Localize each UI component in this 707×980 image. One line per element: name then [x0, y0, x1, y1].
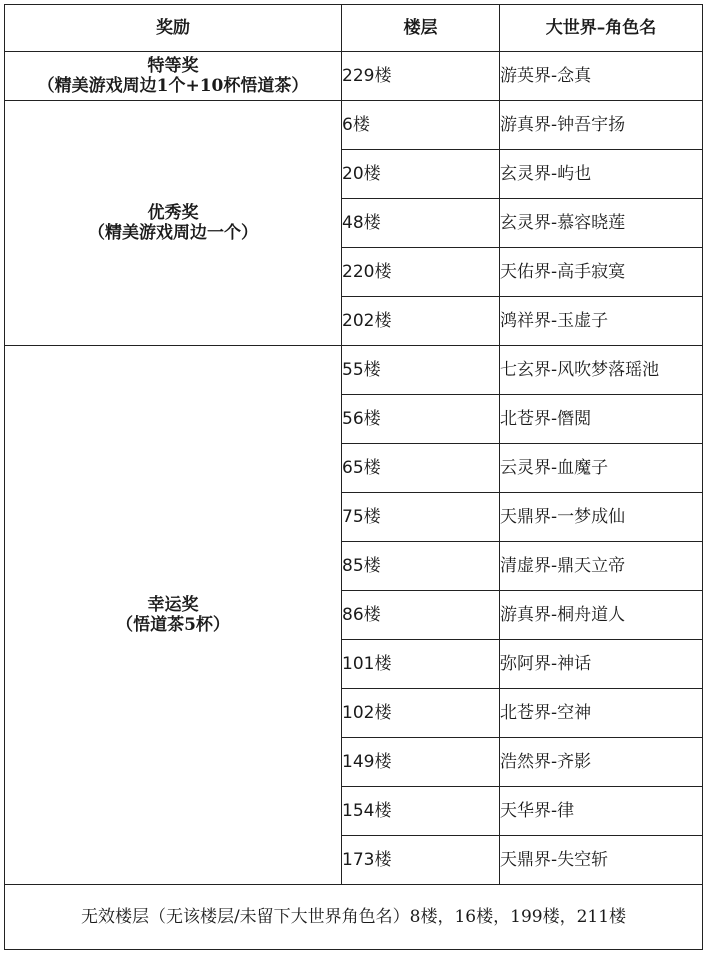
character-name-cell: 天华界-律: [500, 787, 703, 836]
floor-cell: 65楼: [342, 444, 500, 493]
prize-description: （精美游戏周边一个）: [88, 223, 258, 243]
prize-title: 优秀奖: [147, 203, 199, 223]
floor-cell: 149楼: [342, 738, 500, 787]
floor-cell: 101楼: [342, 640, 500, 689]
floor-cell: 85楼: [342, 542, 500, 591]
floor-cell: 202楼: [342, 297, 500, 346]
character-name-cell: 清虚界-鼎天立帝: [500, 542, 703, 591]
character-name-cell: 弥阿界-神话: [500, 640, 703, 689]
character-name-cell: 北苍界-空神: [500, 689, 703, 738]
character-name-cell: 游真界-钟吾宇扬: [500, 101, 703, 150]
character-name-cell: 浩然界-齐影: [500, 738, 703, 787]
character-name-cell: 玄灵界-屿也: [500, 150, 703, 199]
header-name: 大世界–角色名: [500, 5, 703, 52]
floor-cell: 56楼: [342, 395, 500, 444]
floor-cell: 173楼: [342, 836, 500, 885]
character-name-cell: 七玄界-风吹梦落瑶池: [500, 346, 703, 395]
header-floor: 楼层: [342, 5, 500, 52]
floor-cell: 154楼: [342, 787, 500, 836]
header-row: [5, 5, 703, 52]
header-award: 奖励: [5, 5, 342, 52]
prize-title: 特等奖: [147, 56, 199, 76]
award-sheet: [4, 4, 702, 975]
character-name-cell: 北苍界-僭閲: [500, 395, 703, 444]
character-name-cell: 云灵界-血魔子: [500, 444, 703, 493]
floor-cell: 48楼: [342, 199, 500, 248]
floor-cell: 86楼: [342, 591, 500, 640]
footer-table: [4, 884, 703, 950]
prize-description: （精美游戏周边1个+10杯悟道茶）: [37, 76, 309, 96]
floor-cell: 229楼: [342, 52, 500, 101]
character-name-cell: 玄灵界-慕容晓莲: [500, 199, 703, 248]
prize-description: （悟道茶5杯）: [116, 615, 230, 635]
table-row: [5, 52, 703, 101]
floor-cell: 75楼: [342, 493, 500, 542]
prize-cell: [5, 346, 342, 885]
prize-cell: [5, 101, 342, 346]
character-name-cell: 天鼎界-一梦成仙: [500, 493, 703, 542]
invalid-floors-note: 无效楼层（无该楼层/未留下大世界角色名）8楼，16楼，199楼，211楼: [5, 884, 703, 949]
character-name-cell: 鸿祥界-玉虚子: [500, 297, 703, 346]
floor-cell: 55楼: [342, 346, 500, 395]
character-name-cell: 天佑界-高手寂寞: [500, 248, 703, 297]
prize-cell: [5, 52, 342, 101]
floor-cell: 220楼: [342, 248, 500, 297]
character-name-cell: 游英界-念真: [500, 52, 703, 101]
character-name-cell: 游真界-桐舟道人: [500, 591, 703, 640]
floor-cell: 102楼: [342, 689, 500, 738]
prize-title: 幸运奖: [147, 595, 199, 615]
floor-cell: 20楼: [342, 150, 500, 199]
floor-cell: 6楼: [342, 101, 500, 150]
character-name-cell: 天鼎界-失空斩: [500, 836, 703, 885]
table-row: [5, 101, 703, 150]
table-row: [5, 346, 703, 395]
awards-table: [4, 4, 703, 885]
